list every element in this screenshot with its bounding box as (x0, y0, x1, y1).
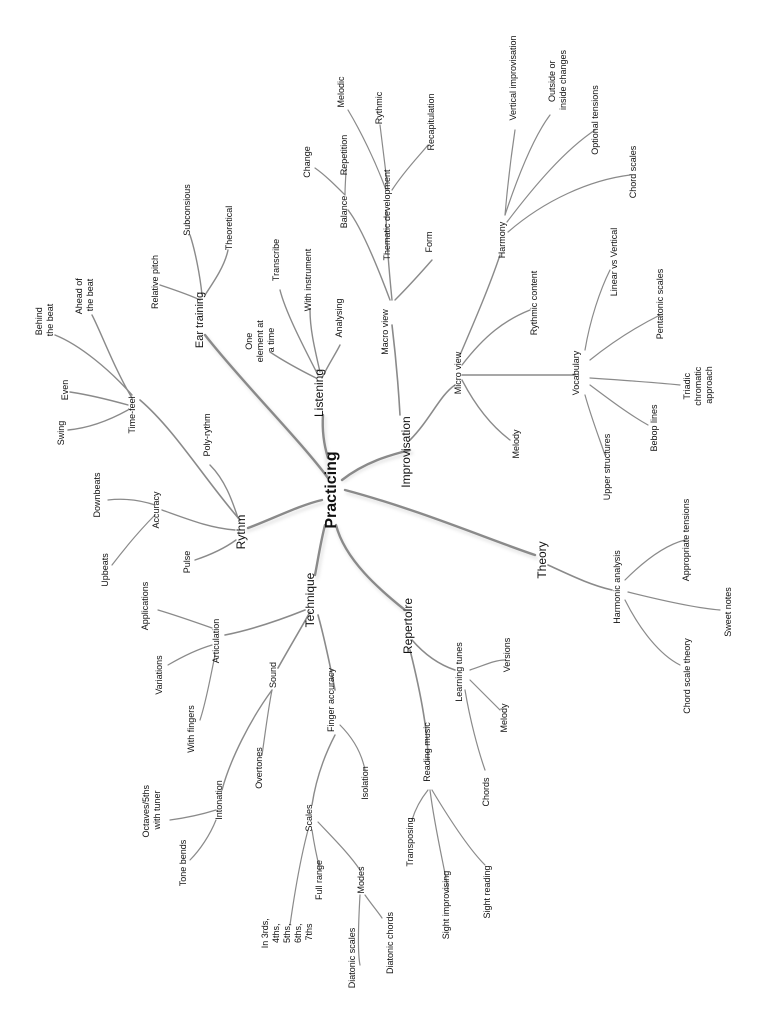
node-analysing[interactable]: Analysing (334, 298, 344, 338)
node-relative-pitch[interactable]: Relative pitch (150, 254, 160, 310)
node-diatonic-chords[interactable]: Diatonic chords (385, 911, 395, 975)
node-upper-structures[interactable]: Upper structures (602, 433, 612, 501)
intervals-line-4: 6ths, (293, 923, 303, 944)
edge-root-rythm (248, 500, 322, 528)
node-reading-music[interactable]: Reading music (422, 722, 432, 782)
node-learning-tunes[interactable]: Learning tunes (454, 642, 464, 702)
node-change[interactable]: Change (302, 146, 312, 178)
node-octaves-with-tuner[interactable] (141, 782, 162, 837)
node-theory[interactable]: Theory (535, 541, 549, 579)
node-harmonic-analysis[interactable]: Harmonic analysis (612, 550, 622, 624)
node-macro-view[interactable]: Macro view (380, 309, 390, 355)
node-sight-improvising[interactable]: Sight improvising (441, 870, 451, 940)
behind-line-1: Behind (34, 307, 44, 336)
node-variations[interactable]: Variations (154, 655, 164, 695)
node-linear-vs-vertical[interactable]: Linear vs Vertical (609, 227, 619, 297)
node-optional-tensions[interactable]: Optional tensions (590, 85, 600, 155)
node-full-range[interactable]: Full range (314, 859, 324, 901)
node-with-instrument[interactable]: With instrument (303, 248, 313, 312)
node-technique[interactable]: Technique (303, 572, 317, 628)
node-versions[interactable]: Versions (502, 637, 512, 673)
node-subconscious[interactable]: Subconsious (182, 184, 192, 236)
node-rythmic-content[interactable]: Rythmic content (529, 270, 539, 336)
node-micro-view[interactable]: Micro view (453, 351, 463, 395)
node-pentatonic-scales[interactable]: Pentatonic scales (655, 268, 665, 340)
ahead-line-1: Ahead of (74, 278, 84, 315)
node-ear-training[interactable]: Ear training (194, 291, 206, 349)
node-vocabulary[interactable]: Vocabulary (571, 350, 581, 396)
node-chords[interactable]: Chords (481, 777, 491, 807)
node-ahead-of-the-beat[interactable] (74, 276, 95, 315)
node-downbeats[interactable]: Downbeats (92, 472, 102, 518)
intervals-line-3: 5ths, (282, 923, 292, 944)
node-tone-bends[interactable]: Tone bends (178, 839, 188, 887)
outside-line-1: Outside or (547, 60, 557, 103)
node-overtones[interactable]: Overtones (254, 747, 264, 789)
behind-line-2: the beat (45, 303, 55, 337)
node-repertoire[interactable]: Repertoire (401, 597, 415, 655)
node-behind-the-beat[interactable] (34, 303, 55, 336)
node-sweet-notes[interactable]: Sweet notes (723, 587, 733, 637)
node-improvisation[interactable]: Improvisation (399, 416, 413, 488)
triadic-line-3: approach (704, 366, 714, 404)
node-modes[interactable]: Modes (356, 866, 366, 894)
node-with-fingers[interactable]: With fingers (186, 705, 196, 753)
node-recapitulation[interactable]: Recapitulation (426, 93, 436, 151)
intervals-line-1: In 3rds, (260, 918, 270, 949)
node-theoretical[interactable]: Theoretical (224, 205, 234, 251)
node-form[interactable]: Form (424, 231, 434, 253)
node-listening[interactable]: Listening (312, 368, 326, 418)
node-chord-scale-theory[interactable]: Chord scale theory (682, 638, 692, 714)
node-melodic[interactable]: Melodic (336, 76, 346, 108)
root-node[interactable]: Practicing (323, 451, 340, 529)
one-element-line-1: One (244, 332, 254, 350)
node-thematic-development[interactable]: Thematic development (382, 169, 392, 261)
node-diatonic-scales[interactable]: Diatonic scales (347, 927, 357, 989)
node-melody-improv[interactable]: Melody (511, 429, 521, 459)
node-appropriate-tensions[interactable]: Appropriate tensions (681, 498, 691, 582)
node-rythmic[interactable]: Rythmic (374, 91, 384, 125)
triadic-line-2: chromatic (693, 366, 703, 406)
one-element-line-2: element at (255, 320, 265, 363)
node-bebop-lines[interactable]: Bebop lines (649, 404, 659, 452)
node-outside-or-inside-changes[interactable] (547, 49, 568, 110)
node-harmony[interactable]: Harmony (497, 221, 507, 259)
node-pulse[interactable]: Pulse (182, 550, 192, 574)
node-transcribe[interactable]: Transcribe (271, 238, 281, 282)
node-upbeats[interactable]: Upbeats (100, 553, 110, 587)
node-intonation[interactable]: Intonation (214, 780, 224, 820)
node-even[interactable]: Even (60, 379, 70, 401)
node-transposing[interactable]: Transposing (405, 817, 415, 867)
node-sight-reading[interactable]: Sight reading (482, 865, 492, 919)
node-one-element-at-a-time[interactable] (244, 318, 276, 363)
one-element-line-3: a time (266, 327, 276, 353)
intervals-line-2: 4ths, (271, 923, 281, 944)
node-applications[interactable]: Applications (140, 581, 150, 631)
octaves-line-2: with tuner (152, 790, 162, 830)
node-balance[interactable]: Balance (339, 195, 349, 229)
node-repetition[interactable]: Repetition (339, 134, 349, 176)
node-finger-accuracy[interactable]: Finger accuracy (326, 667, 336, 733)
node-intervals[interactable] (260, 916, 314, 949)
node-rythm[interactable]: Rythm (234, 514, 248, 550)
node-vertical-improvisation[interactable]: Vertical improvisation (508, 35, 518, 121)
outside-line-2: inside changes (558, 49, 568, 111)
edge-root-eartraining (205, 332, 328, 478)
node-swing[interactable]: Swing (56, 420, 66, 446)
triadic-line-1: Triadic (682, 372, 692, 400)
ahead-line-2: the beat (85, 278, 95, 312)
octaves-line-1: Octaves/5ths (141, 784, 151, 838)
edge-root-repertoire (336, 525, 405, 610)
node-melody-rep[interactable]: Melody (499, 703, 509, 733)
node-chord-scales[interactable]: Chord scales (628, 145, 638, 199)
node-isolation[interactable]: Isolation (360, 766, 370, 800)
node-accuracy[interactable]: Accuracy (151, 491, 161, 529)
node-articulation[interactable]: Articulation (211, 618, 221, 664)
node-poly-rythm[interactable]: Poly-rythm (202, 413, 212, 457)
intervals-line-5: 7ths (304, 923, 314, 941)
node-scales[interactable]: Scales (304, 804, 314, 832)
node-sound[interactable]: Sound (268, 661, 278, 689)
node-triadic-chromatic-approach[interactable] (682, 364, 714, 406)
node-time-feel[interactable]: Time-feel (127, 396, 137, 434)
